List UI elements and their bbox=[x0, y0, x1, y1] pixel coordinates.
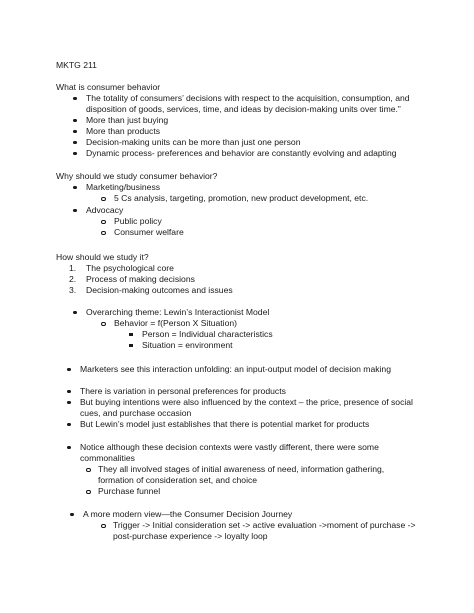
list-item: Notice although these decision contexts were vastly different, there were some bbox=[80, 442, 379, 452]
list-item: Decision-making units can be more than just one person bbox=[86, 137, 301, 147]
list-item: Overarching theme: Lewin’s Interactionist Model bbox=[86, 307, 270, 317]
list-item-continuation: formation of consideration set, and choice bbox=[98, 475, 258, 485]
list-item: Dynamic process- preferences and behavior are constantly evolving and adapting bbox=[86, 148, 397, 158]
list-item-continuation: cues, and purchase occasion bbox=[80, 408, 192, 418]
list-item: Behavior = f(Person X Situation) bbox=[114, 318, 238, 328]
heading-why-study: Why should we study consumer behavior? bbox=[56, 171, 218, 181]
list-item: A more modern view—the Consumer Decision Journey bbox=[83, 509, 293, 519]
list-item: But Lewin’s model just establishes that there is potential market for products bbox=[80, 419, 370, 429]
list-item: Advocacy bbox=[86, 205, 124, 215]
list-item: The psychological core bbox=[86, 263, 174, 273]
list-item: Marketing/business bbox=[86, 182, 161, 192]
definition-line-1: The totality of consumers’ decisions with respect to the acquisition, consumption, and bbox=[86, 93, 410, 103]
list-item: 5 Cs analysis, targeting, promotion, new product development, etc. bbox=[114, 193, 369, 203]
list-item: But buying intentions were also influenced by the context – the price, presence of social bbox=[80, 397, 413, 407]
list-item: They all involved stages of initial awareness of need, information gathering, bbox=[98, 464, 385, 474]
definition-line-2: disposition of goods, services, time, and ideas by decision-making units over time.” bbox=[86, 104, 401, 114]
list-item: More than products bbox=[86, 126, 161, 136]
list-item: Person = Individual characteristics bbox=[142, 329, 273, 339]
list-item: More than just buying bbox=[86, 115, 169, 125]
list-item: There is variation in personal preferences for products bbox=[80, 386, 286, 396]
list-number: 1. bbox=[69, 263, 77, 273]
list-item-continuation: post-purchase experience -> loyalty loop bbox=[113, 531, 268, 541]
list-item-continuation: commonalities bbox=[80, 453, 135, 463]
list-item: Consumer welfare bbox=[114, 227, 184, 237]
list-item: Public policy bbox=[114, 216, 162, 226]
heading-what-is: What is consumer behavior bbox=[56, 82, 161, 92]
heading-how-study: How should we study it? bbox=[56, 252, 149, 262]
list-number: 3. bbox=[69, 285, 77, 295]
list-item: Purchase funnel bbox=[98, 486, 161, 496]
list-number: 2. bbox=[69, 274, 77, 284]
list-item: Situation = environment bbox=[142, 340, 233, 350]
list-item: Trigger -> Initial consideration set -> active evaluation ->moment of purchase -> bbox=[113, 520, 416, 530]
list-item: Marketers see this interaction unfolding: an input-output model of decision making bbox=[80, 364, 391, 374]
list-item: Decision-making outcomes and issues bbox=[86, 285, 233, 295]
list-item: Process of making decisions bbox=[86, 274, 195, 284]
course-title: MKTG 211 bbox=[56, 60, 97, 70]
